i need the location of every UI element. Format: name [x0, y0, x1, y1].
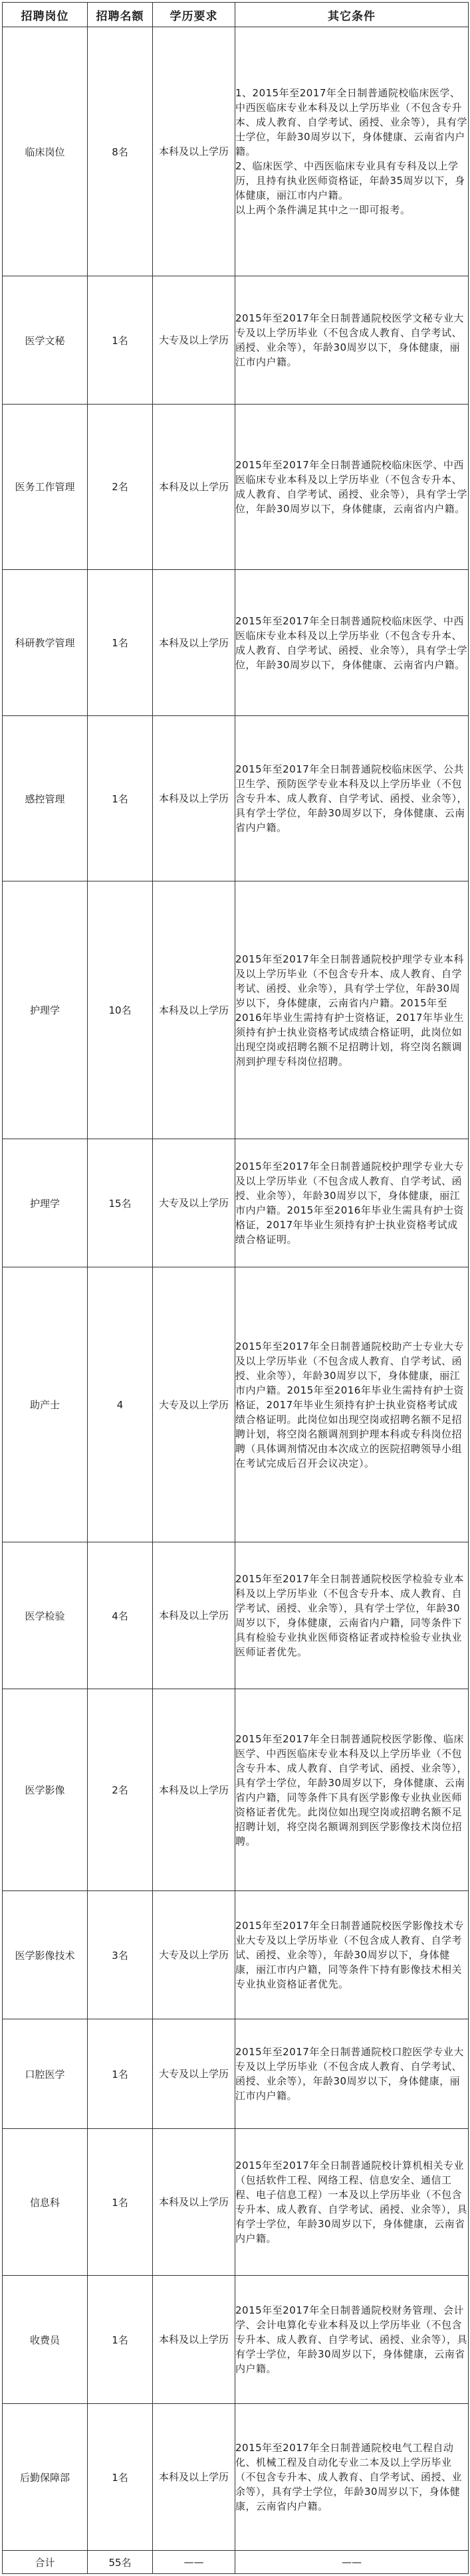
condition-text: 2015年至2017年全日制普通院校医学影像技术专业大专及以上学历毕业（不包含成人教育、自学考试、函授、业余等），年龄30周岁以下，身体健康，丽江市内户籍，同等条件下持有影像技术相关专业执业资格证者优先。 — [235, 1920, 464, 1991]
condition-text: 以上两个条件满足其中之一即可报考。 — [235, 204, 411, 217]
condition-text: 2015年至2017年全日制普通院校医学影像、临床医学、中西医临床专业本科及以上学历毕业（不包含专升本、成人教育、自学考试、函授、业余等），具有学士学位，年龄30周岁以下，身体健康、云南省内户籍，同等条件下具有医学影像专业执业医师资格证者优先。此岗位如出现空岗或招聘名额不足招聘计划，将空岗名额调剂到医学影像技术岗位招聘。 — [235, 1732, 468, 1847]
cell-position: 医务工作管理 — [3, 405, 88, 570]
header-count: 招聘名额 — [88, 3, 153, 27]
cell-count: 8名 — [88, 27, 153, 276]
cell-conditions — [235, 27, 469, 276]
cell-position: 口腔医学 — [3, 2019, 88, 2129]
cell-education: 本科及以上学历 — [153, 405, 235, 570]
cell-count: 10名 — [88, 881, 153, 1139]
total-education: —— — [153, 2551, 235, 2574]
table-row — [3, 1139, 469, 1267]
cell-conditions — [235, 405, 469, 570]
condition-text: 2015年至2017年全日制普通院校临床医学、中西医临床专业本科及以上学历毕业（不包含专升本、成人教育、自学考试、函授、业余等），具有学士学位，年龄30周岁以下，身体健康、云南省内户籍。 — [235, 614, 468, 671]
cell-count: 1名 — [88, 2404, 153, 2551]
cell-position: 后勤保障部 — [3, 2404, 88, 2551]
recruitment-table — [2, 2, 469, 2574]
table-body — [3, 27, 469, 2551]
table-row — [3, 1689, 469, 1891]
table-row — [3, 2276, 469, 2404]
cell-education: 大专及以上学历 — [153, 1139, 235, 1267]
condition-text: 2015年至2017年全日制普通院校电气工程自动化、机械工程及自动化专业二本及以上学历毕业（不包含专升本、成人教育、自学考试、函授、业余等），具有学士学位，年龄30周岁以下，身体健康，云南省内户籍。 — [235, 2442, 463, 2513]
cell-conditions — [235, 2276, 469, 2404]
cell-conditions — [235, 1689, 469, 1891]
condition-text: 2、临床医学、中西医临床专业具有专科及以上学历，且持有执业医师资格证，年龄35周岁以下，身体健康，丽江市内户籍。 — [235, 160, 465, 202]
cell-conditions — [235, 881, 469, 1139]
cell-count: 15名 — [88, 1139, 153, 1267]
cell-education: 大专及以上学历 — [153, 1891, 235, 2019]
cell-count: 4名 — [88, 1542, 153, 1689]
cell-conditions — [235, 716, 469, 881]
header-position: 招聘岗位 — [3, 3, 88, 27]
table-header-row — [3, 3, 469, 27]
cell-position: 科研教学管理 — [3, 569, 88, 716]
cell-position: 医学影像 — [3, 1689, 88, 1891]
cell-education: 本科及以上学历 — [153, 569, 235, 716]
cell-conditions — [235, 2129, 469, 2276]
total-count: 55名 — [88, 2551, 153, 2574]
cell-conditions — [235, 276, 469, 405]
cell-position: 护理学 — [3, 881, 88, 1139]
table-row — [3, 2129, 469, 2276]
condition-text: 2015年至2017年全日制普通院校临床医学、中西医临床专业本科及以上学历毕业（不包含专升本、成人教育、自学考试、函授、业余等），具有学士学位，年龄30周岁以下，身体健康，云南省内户籍。 — [235, 458, 468, 515]
cell-count: 1名 — [88, 716, 153, 881]
condition-text: 2015年至2017年全日制普通院校口腔医学专业大专及以上学历毕业（不包含成人教育、自学考试、函授、业余等），年龄30周岁以下，身体健康，丽江市内户籍。 — [235, 2046, 464, 2102]
cell-education: 本科及以上学历 — [153, 1689, 235, 1891]
cell-education: 本科及以上学历 — [153, 27, 235, 276]
cell-count: 2名 — [88, 1689, 153, 1891]
cell-position: 感控管理 — [3, 716, 88, 881]
table-row — [3, 716, 469, 881]
cell-count: 3名 — [88, 1891, 153, 2019]
cell-position: 护理学 — [3, 1139, 88, 1267]
condition-text: 1、2015年至2017年全日制普通院校临床医学、中西医临床专业本科及以上学历毕业（不包含专升本、成人教育、自学考试、函授、业余等），具有学士学位，年龄30周岁以下，身体健康、云南省内户籍。 — [235, 87, 468, 158]
condition-text: 2015年至2017年全日制普通院校医学文秘专业大专及以上学历毕业（不包含成人教育、自学考试、函授、业余等），年龄30周岁以下，身体健康，丽江市内户籍。 — [235, 312, 464, 369]
cell-education: 本科及以上学历 — [153, 2404, 235, 2551]
cell-education: 本科及以上学历 — [153, 881, 235, 1139]
table-row — [3, 2019, 469, 2129]
cell-position: 医学文秘 — [3, 276, 88, 405]
table-row — [3, 27, 469, 276]
table-row — [3, 569, 469, 716]
cell-position: 信息科 — [3, 2129, 88, 2276]
cell-education: 本科及以上学历 — [153, 1542, 235, 1689]
total-row — [3, 2551, 469, 2574]
cell-education: 本科及以上学历 — [153, 2276, 235, 2404]
condition-text: 2015年至2017年全日制普通院校护理学专业本科及以上学历毕业（不包含专升本、成人教育、自学考试、函授、业余等），具有学士学位，年龄30周岁以下，身体健康，云南省内户籍。2015年至2016年毕业生需持有护士资格证，2017年毕业生须持有护士执业资格考试成绩合格证明，此岗位如出现空岗或招聘名额不足招聘计划，将空岗名额调剂到护理专科岗位招聘。 — [235, 953, 464, 1067]
cell-count: 4 — [88, 1267, 153, 1542]
table-row — [3, 2404, 469, 2551]
cell-education: 大专及以上学历 — [153, 1267, 235, 1542]
condition-text: 2015年至2017年全日制普通院校临床医学、公共卫生学、预防医学专业本科及以上学历毕业（不包含专升本、成人教育、自学考试、函授、业余等），具有学士学位，年龄30周岁以下，身体健康、云南省内户籍。 — [235, 763, 468, 834]
table-row — [3, 405, 469, 570]
cell-education: 本科及以上学历 — [153, 2129, 235, 2276]
cell-education: 大专及以上学历 — [153, 276, 235, 405]
header-education: 学历要求 — [153, 3, 235, 27]
cell-conditions — [235, 1267, 469, 1542]
cell-conditions — [235, 2019, 469, 2129]
condition-text: 2015年至2017年全日制普通院校医学检验专业本科及以上学历毕业（不包含专升本、成人教育、自学考试、函授、业余等），具有学士学位，年龄30周岁以下，身体健康，云南省内户籍，同等条件下具有检验专业执业医师资格证者或持检验专业执业医师证者优先。 — [235, 1573, 464, 1659]
cell-count: 2名 — [88, 405, 153, 570]
table-row — [3, 1542, 469, 1689]
cell-education: 大专及以上学历 — [153, 2019, 235, 2129]
cell-conditions — [235, 2404, 469, 2551]
condition-text: 2015年至2017年全日制普通院校计算机相关专业（包括软件工程、网络工程、信息安全、通信工程、电子信息工程）一本及以上学历毕业（不包含专升本、成人教育、自学考试、函授、业余等），具有学士学位，年龄30周岁以下，身体健康，云南省内户籍。 — [235, 2160, 468, 2245]
table-row — [3, 1891, 469, 2019]
table-row — [3, 881, 469, 1139]
table-row — [3, 276, 469, 405]
cell-count: 1名 — [88, 2019, 153, 2129]
header-conditions: 其它条件 — [235, 3, 469, 27]
condition-text: 2015年至2017年全日制普通院校财务管理、会计学、会计电算化专业本科及以上学历毕业（不包含专升本、成人教育、自学考试、函授、业余等），具有学士学位，年龄30周岁以下，身体健康，云南省内户籍。 — [235, 2304, 468, 2375]
cell-conditions — [235, 1891, 469, 2019]
cell-conditions — [235, 1139, 469, 1267]
cell-position: 收费员 — [3, 2276, 88, 2404]
cell-position: 助产士 — [3, 1267, 88, 1542]
total-label: 合计 — [3, 2551, 88, 2574]
cell-count: 1名 — [88, 2276, 153, 2404]
cell-education: 本科及以上学历 — [153, 716, 235, 881]
cell-count: 1名 — [88, 2129, 153, 2276]
table-row — [3, 1267, 469, 1542]
cell-conditions — [235, 1542, 469, 1689]
cell-position: 医学影像技术 — [3, 1891, 88, 2019]
condition-text: 2015年至2017年全日制普通院校护理学专业大专及以上学历毕业（不包含成人教育、自学考试、函授、业余等），年龄30周岁以下，身体健康，丽江市内户籍。2015年至2016年毕业生需具有护士资格证，2017年毕业生须持有护士执业资格考试成绩合格证明。 — [235, 1160, 464, 1246]
cell-count: 1名 — [88, 276, 153, 405]
condition-text: 2015年至2017年全日制普通院校助产士专业大专及以上学历毕业（不包含成人教育、自学考试、函授、业余等），年龄30周岁以下，身体健康，丽江市内户籍。2015年至2016年毕业生需持有护士资格证，2017年毕业生须持有护士执业资格考试成绩合格证明。此岗位如出现空岗或招聘名额不足招聘计划，将空岗名额调剂到护理本科或专科岗位招聘（具体调剂情况由本次成立的医院招聘领导小组在考试完成后召开会议决定）。 — [235, 1340, 464, 1469]
cell-position: 临床岗位 — [3, 27, 88, 276]
cell-conditions — [235, 569, 469, 716]
total-conditions: —— — [235, 2551, 469, 2574]
cell-position: 医学检验 — [3, 1542, 88, 1689]
cell-count: 1名 — [88, 569, 153, 716]
